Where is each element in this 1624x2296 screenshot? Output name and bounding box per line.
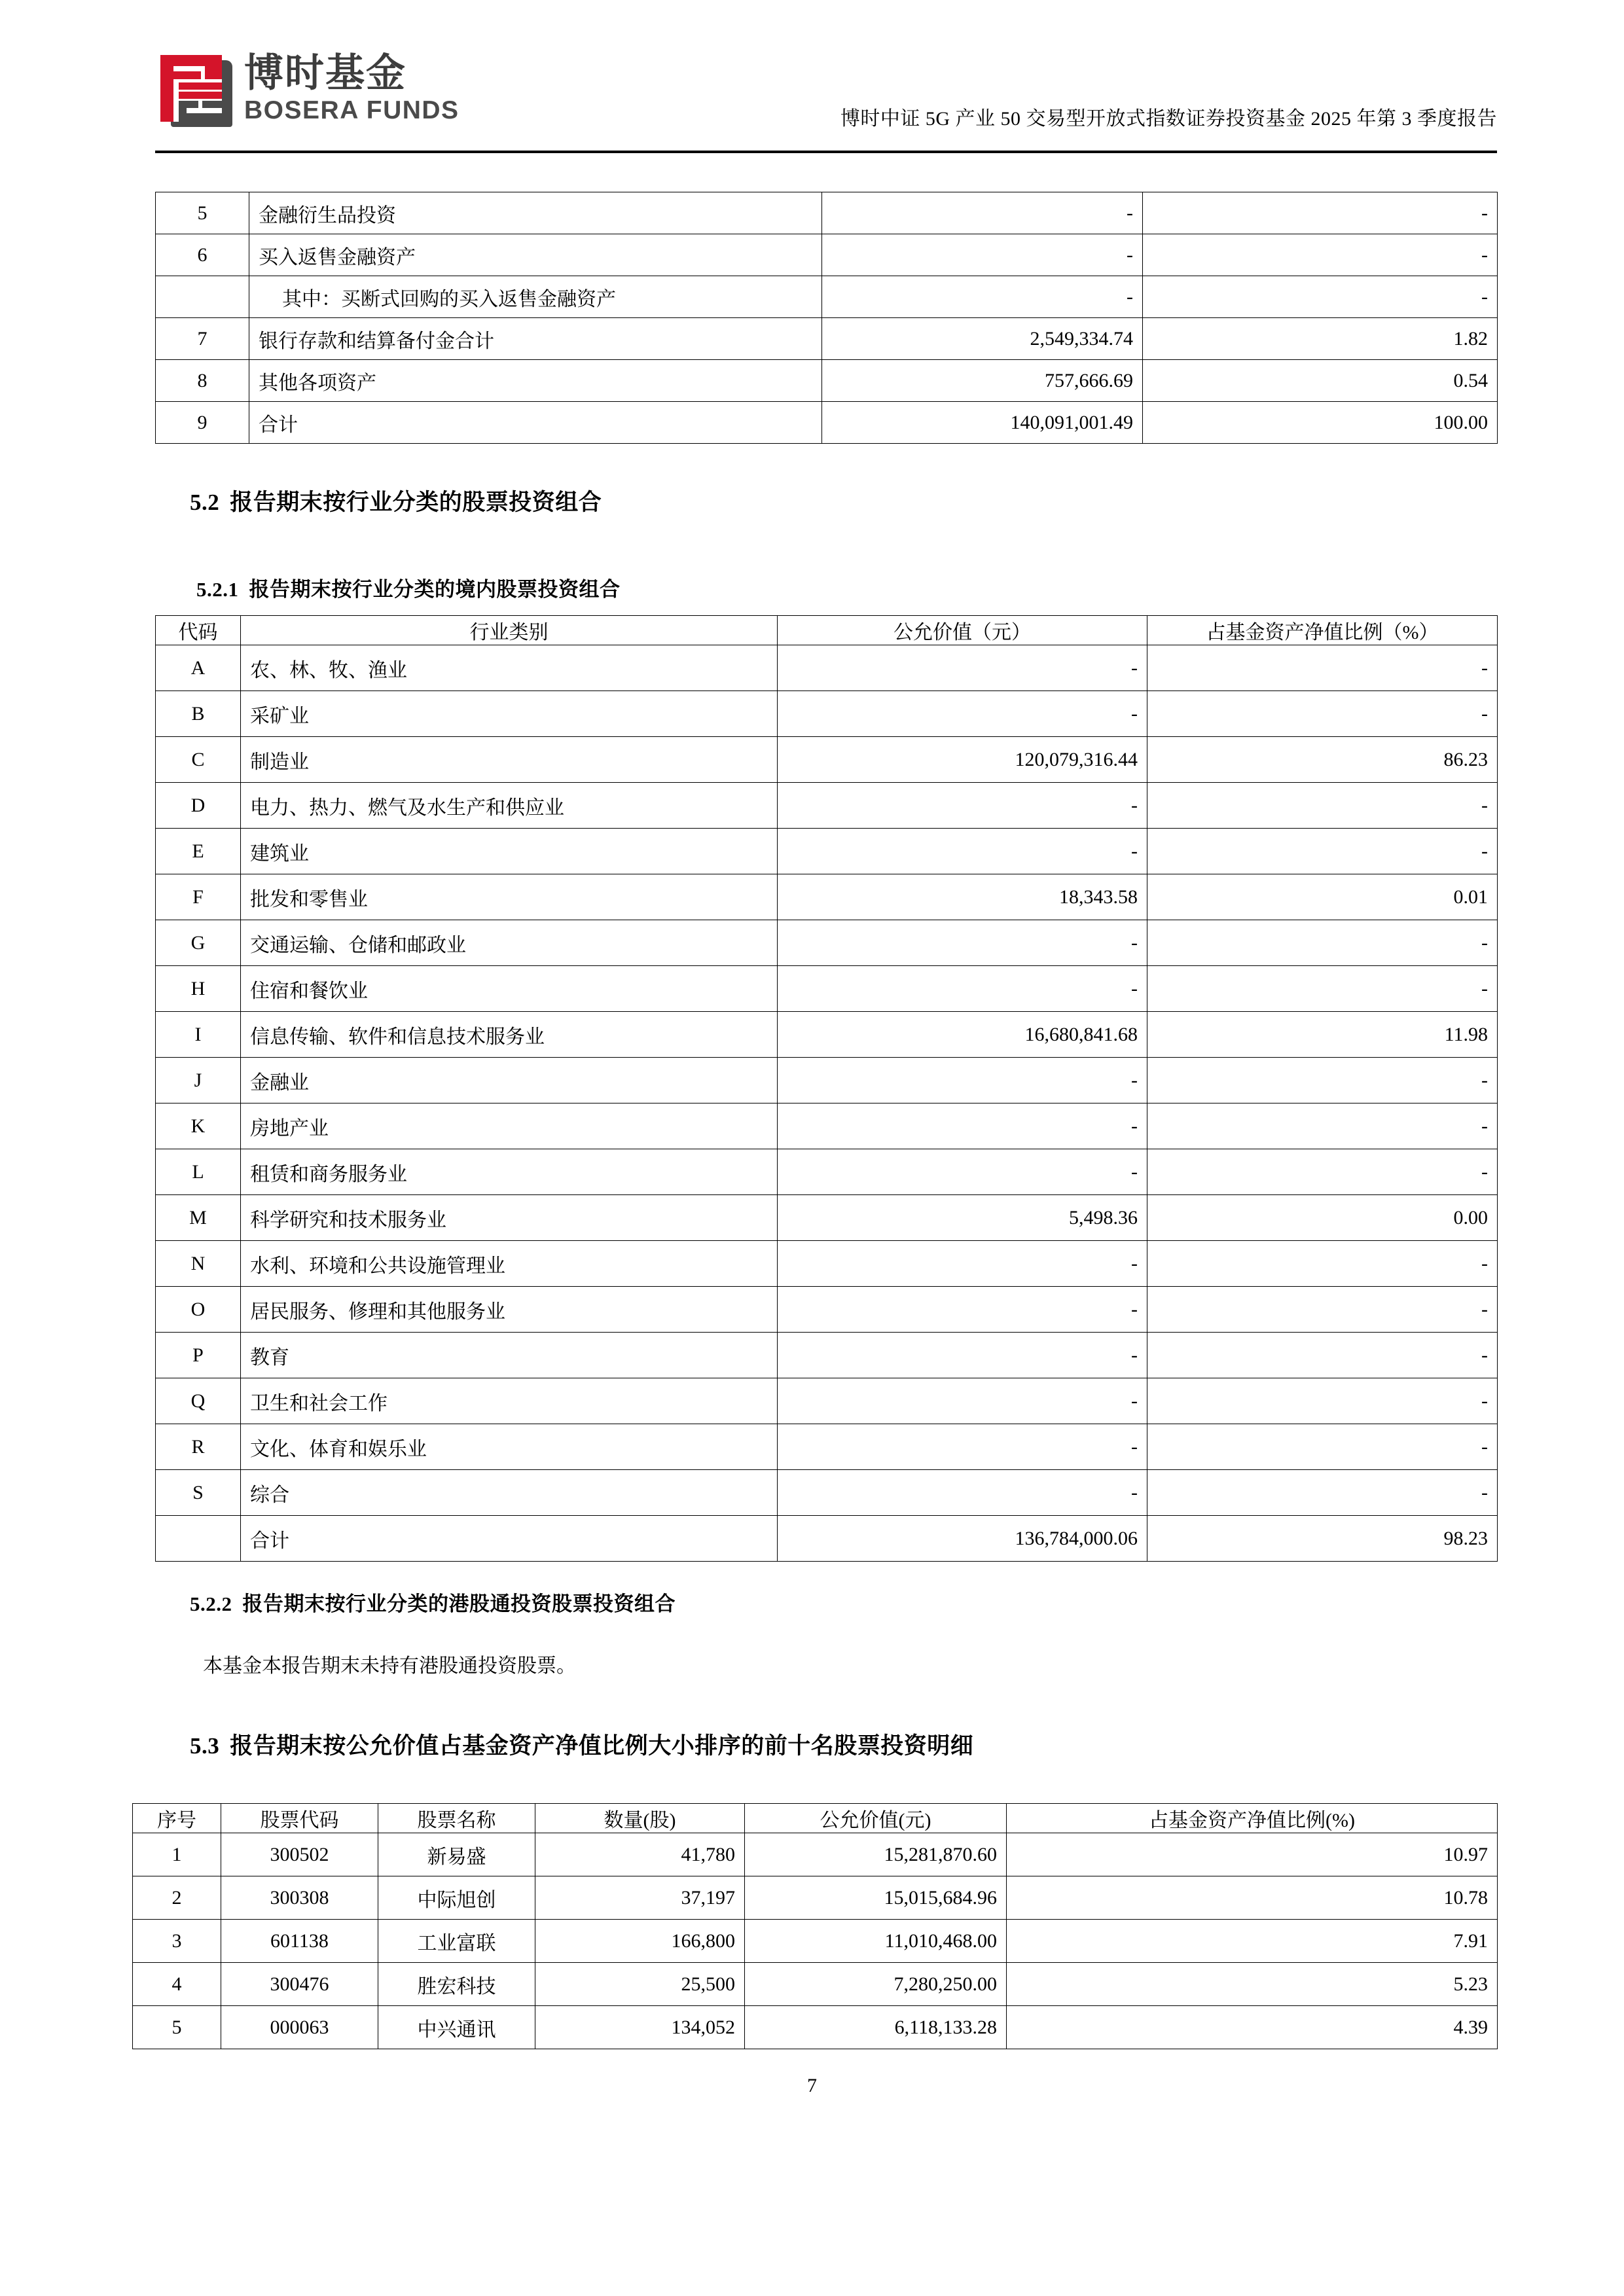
industry-fair-value: - xyxy=(778,783,1147,829)
industry-name: 居民服务、修理和其他服务业 xyxy=(241,1287,778,1333)
industry-fair-value: 120,079,316.44 xyxy=(778,737,1147,783)
asset-row-value: - xyxy=(822,192,1143,234)
asset-row-value: 757,666.69 xyxy=(822,360,1143,402)
table-header-row xyxy=(133,1804,1498,1833)
table-row xyxy=(156,192,1498,234)
industry-fair-value: - xyxy=(778,1333,1147,1378)
header-divider xyxy=(155,151,1497,153)
section-heading-5-2-2 xyxy=(190,1587,676,1617)
stock-fair-value: 15,281,870.60 xyxy=(745,1833,1007,1876)
asset-row-number: 7 xyxy=(156,318,249,360)
section-heading-5-3 xyxy=(190,1728,973,1761)
table-row xyxy=(156,1149,1498,1195)
asset-row-name: 金融衍生品投资 xyxy=(249,192,822,234)
table-row xyxy=(133,2006,1498,2049)
industry-nav-pct: - xyxy=(1147,645,1498,691)
top-stock-holdings-table xyxy=(132,1803,1498,2049)
report-header-title: 博时中证 5G 产业 50 交易型开放式指数证券投资基金 2025 年第 3 季度报告 xyxy=(840,108,1497,130)
industry-fair-value: - xyxy=(778,645,1147,691)
industry-nav-pct: - xyxy=(1147,1149,1498,1195)
stock-quantity: 25,500 xyxy=(535,1963,745,2006)
industry-code: J xyxy=(156,1058,241,1103)
table-row xyxy=(156,1333,1498,1378)
table-row xyxy=(156,1012,1498,1058)
industry-name: 信息传输、软件和信息技术服务业 xyxy=(241,1012,778,1058)
industry-nav-pct: 11.98 xyxy=(1147,1012,1498,1058)
asset-row-pct: - xyxy=(1143,192,1498,234)
table-row xyxy=(133,1963,1498,2006)
industry-name: 水利、环境和公共设施管理业 xyxy=(241,1241,778,1287)
section-heading-5-2-1 xyxy=(196,573,621,602)
stock-fair-value: 7,280,250.00 xyxy=(745,1963,1007,2006)
table-row xyxy=(156,360,1498,402)
industry-nav-pct: - xyxy=(1147,691,1498,737)
stock-code: 000063 xyxy=(221,2006,378,2049)
stock-quantity: 37,197 xyxy=(535,1876,745,1920)
stock-col-header: 序号 xyxy=(133,1804,221,1833)
asset-row-name: 合计 xyxy=(249,402,822,444)
asset-row-number: 8 xyxy=(156,360,249,402)
industry-name: 采矿业 xyxy=(241,691,778,737)
bosera-logo xyxy=(155,50,460,127)
page-header xyxy=(155,39,1497,154)
industry-fair-value: - xyxy=(778,1424,1147,1470)
asset-row-name: 买入返售金融资产 xyxy=(249,234,822,276)
table-row xyxy=(156,1470,1498,1516)
industry-code: S xyxy=(156,1470,241,1516)
industry-code: F xyxy=(156,874,241,920)
industry-code: M xyxy=(156,1195,241,1241)
industry-nav-pct: - xyxy=(1147,1470,1498,1516)
stock-nav-pct: 5.23 xyxy=(1007,1963,1498,2006)
table-row xyxy=(133,1876,1498,1920)
stock-col-header: 股票代码 xyxy=(221,1804,378,1833)
stock-fair-value: 6,118,133.28 xyxy=(745,2006,1007,2049)
stock-serial-number: 3 xyxy=(133,1920,221,1963)
stock-code: 601138 xyxy=(221,1920,378,1963)
industry-fair-value: 18,343.58 xyxy=(778,874,1147,920)
industry-nav-pct: - xyxy=(1147,920,1498,966)
section-5-2-2-paragraph: 本基金本报告期末未持有港股通投资股票。 xyxy=(203,1655,576,1677)
industry-nav-pct: - xyxy=(1147,1333,1498,1378)
table-header-row xyxy=(156,616,1498,645)
industry-name: 教育 xyxy=(241,1333,778,1378)
industry-fair-value: - xyxy=(778,691,1147,737)
section-number-5-3: 5.3 xyxy=(190,1733,220,1759)
asset-row-value: 140,091,001.49 xyxy=(822,402,1143,444)
industry-nav-pct: - xyxy=(1147,1103,1498,1149)
asset-row-pct: - xyxy=(1143,276,1498,318)
asset-row-value: - xyxy=(822,234,1143,276)
table-row xyxy=(156,1287,1498,1333)
industry-name: 住宿和餐饮业 xyxy=(241,966,778,1012)
asset-row-name: 银行存款和结算备付金合计 xyxy=(249,318,822,360)
industry-fair-value: 136,784,000.06 xyxy=(778,1516,1147,1562)
bosera-logo-mark-icon xyxy=(155,50,232,127)
industry-code: B xyxy=(156,691,241,737)
industry-name: 交通运输、仓储和邮政业 xyxy=(241,920,778,966)
asset-row-name: 其中：买断式回购的买入返售金融资产 xyxy=(249,276,822,318)
table-row xyxy=(156,829,1498,874)
industry-name: 金融业 xyxy=(241,1058,778,1103)
asset-row-name: 其他各项资产 xyxy=(249,360,822,402)
industry-code: I xyxy=(156,1012,241,1058)
industry-nav-pct: 0.01 xyxy=(1147,874,1498,920)
industry-code: Q xyxy=(156,1378,241,1424)
industry-name: 制造业 xyxy=(241,737,778,783)
asset-row-pct: 0.54 xyxy=(1143,360,1498,402)
table-row xyxy=(156,1195,1498,1241)
stock-col-header: 数量(股) xyxy=(535,1804,745,1833)
stock-nav-pct: 10.97 xyxy=(1007,1833,1498,1876)
table-row xyxy=(133,1833,1498,1876)
industry-code: R xyxy=(156,1424,241,1470)
asset-row-value: 2,549,334.74 xyxy=(822,318,1143,360)
table-row xyxy=(156,1241,1498,1287)
industry-fair-value: - xyxy=(778,829,1147,874)
industry-nav-pct: - xyxy=(1147,966,1498,1012)
asset-row-pct: 100.00 xyxy=(1143,402,1498,444)
industry-name: 租赁和商务服务业 xyxy=(241,1149,778,1195)
table-row xyxy=(156,783,1498,829)
table-row xyxy=(156,1058,1498,1103)
industry-col-header: 代码 xyxy=(156,616,241,645)
industry-code xyxy=(156,1516,241,1562)
industry-nav-pct: - xyxy=(1147,1424,1498,1470)
stock-code: 300476 xyxy=(221,1963,378,2006)
industry-fair-value: - xyxy=(778,920,1147,966)
industry-fair-value: - xyxy=(778,966,1147,1012)
industry-code: H xyxy=(156,966,241,1012)
section-title-5-2-2: 报告期末按行业分类的港股通投资股票投资组合 xyxy=(242,1592,676,1616)
table-row xyxy=(156,1516,1498,1562)
asset-row-number: 6 xyxy=(156,234,249,276)
stock-serial-number: 2 xyxy=(133,1876,221,1920)
section-heading-5-2 xyxy=(190,484,602,517)
industry-name: 电力、热力、燃气及水生产和供应业 xyxy=(241,783,778,829)
stock-fair-value: 15,015,684.96 xyxy=(745,1876,1007,1920)
stock-name: 胜宏科技 xyxy=(378,1963,535,2006)
table-row xyxy=(156,234,1498,276)
industry-name: 文化、体育和娱乐业 xyxy=(241,1424,778,1470)
industry-nav-pct: 86.23 xyxy=(1147,737,1498,783)
stock-fair-value: 11,010,468.00 xyxy=(745,1920,1007,1963)
stock-serial-number: 4 xyxy=(133,1963,221,2006)
industry-fair-value: 16,680,841.68 xyxy=(778,1012,1147,1058)
stock-serial-number: 1 xyxy=(133,1833,221,1876)
stock-code: 300308 xyxy=(221,1876,378,1920)
asset-row-pct: 1.82 xyxy=(1143,318,1498,360)
stock-col-header: 股票名称 xyxy=(378,1804,535,1833)
stock-quantity: 166,800 xyxy=(535,1920,745,1963)
section-number-5-2: 5.2 xyxy=(190,490,220,515)
industry-fair-value: - xyxy=(778,1149,1147,1195)
industry-nav-pct: 98.23 xyxy=(1147,1516,1498,1562)
industry-code: L xyxy=(156,1149,241,1195)
stock-name: 中兴通讯 xyxy=(378,2006,535,2049)
section-title-5-2-1: 报告期末按行业分类的境内股票投资组合 xyxy=(249,578,621,601)
industry-nav-pct: - xyxy=(1147,1241,1498,1287)
industry-code: O xyxy=(156,1287,241,1333)
industry-fair-value: - xyxy=(778,1378,1147,1424)
stock-quantity: 134,052 xyxy=(535,2006,745,2049)
stock-nav-pct: 4.39 xyxy=(1007,2006,1498,2049)
stock-nav-pct: 7.91 xyxy=(1007,1920,1498,1963)
section-title-5-2: 报告期末按行业分类的股票投资组合 xyxy=(230,490,602,516)
industry-name: 卫生和社会工作 xyxy=(241,1378,778,1424)
industry-name: 综合 xyxy=(241,1470,778,1516)
industry-nav-pct: - xyxy=(1147,1378,1498,1424)
stock-name: 新易盛 xyxy=(378,1833,535,1876)
industry-nav-pct: - xyxy=(1147,783,1498,829)
industry-code: A xyxy=(156,645,241,691)
industry-name: 科学研究和技术服务业 xyxy=(241,1195,778,1241)
asset-row-number xyxy=(156,276,249,318)
industry-fair-value: - xyxy=(778,1058,1147,1103)
table-row xyxy=(156,645,1498,691)
industry-col-header: 占基金资产净值比例（%） xyxy=(1147,616,1498,645)
table-row xyxy=(156,1378,1498,1424)
industry-name: 合计 xyxy=(241,1516,778,1562)
table-row xyxy=(156,691,1498,737)
stock-nav-pct: 10.78 xyxy=(1007,1876,1498,1920)
asset-row-pct: - xyxy=(1143,234,1498,276)
logo-english-name: BOSERA FUNDS xyxy=(244,96,460,124)
industry-fair-value: - xyxy=(778,1241,1147,1287)
logo-chinese-name: 博时基金 xyxy=(244,50,406,96)
page-number: 7 xyxy=(807,2075,817,2096)
table-row xyxy=(156,318,1498,360)
industry-nav-pct: 0.00 xyxy=(1147,1195,1498,1241)
table-row xyxy=(133,1920,1498,1963)
asset-row-value: - xyxy=(822,276,1143,318)
table-row xyxy=(156,966,1498,1012)
industry-nav-pct: - xyxy=(1147,1058,1498,1103)
table-row xyxy=(156,1424,1498,1470)
industry-nav-pct: - xyxy=(1147,829,1498,874)
asset-row-number: 5 xyxy=(156,192,249,234)
table-row xyxy=(156,402,1498,444)
industry-fair-value: 5,498.36 xyxy=(778,1195,1147,1241)
industry-name: 建筑业 xyxy=(241,829,778,874)
industry-name: 房地产业 xyxy=(241,1103,778,1149)
section-number-5-2-1: 5.2.1 xyxy=(196,578,239,601)
stock-col-header: 公允价值(元) xyxy=(745,1804,1007,1833)
industry-code: E xyxy=(156,829,241,874)
table-row xyxy=(156,737,1498,783)
stock-quantity: 41,780 xyxy=(535,1833,745,1876)
industry-fair-value: - xyxy=(778,1103,1147,1149)
asset-composition-table xyxy=(155,192,1498,444)
stock-code: 300502 xyxy=(221,1833,378,1876)
stock-name: 中际旭创 xyxy=(378,1876,535,1920)
industry-col-header: 公允价值（元） xyxy=(778,616,1147,645)
industry-code: P xyxy=(156,1333,241,1378)
industry-code: G xyxy=(156,920,241,966)
industry-col-header: 行业类别 xyxy=(241,616,778,645)
stock-col-header: 占基金资产净值比例(%) xyxy=(1007,1804,1498,1833)
stock-name: 工业富联 xyxy=(378,1920,535,1963)
industry-nav-pct: - xyxy=(1147,1287,1498,1333)
industry-portfolio-table xyxy=(155,615,1498,1562)
table-row xyxy=(156,920,1498,966)
section-title-5-3: 报告期末按公允价值占基金资产净值比例大小排序的前十名股票投资明细 xyxy=(230,1733,974,1759)
table-row xyxy=(156,276,1498,318)
industry-code: N xyxy=(156,1241,241,1287)
table-row xyxy=(156,1103,1498,1149)
industry-fair-value: - xyxy=(778,1287,1147,1333)
asset-row-number: 9 xyxy=(156,402,249,444)
industry-name: 农、林、牧、渔业 xyxy=(241,645,778,691)
section-number-5-2-2: 5.2.2 xyxy=(190,1592,232,1615)
stock-serial-number: 5 xyxy=(133,2006,221,2049)
industry-code: D xyxy=(156,783,241,829)
industry-code: C xyxy=(156,737,241,783)
industry-fair-value: - xyxy=(778,1470,1147,1516)
industry-name: 批发和零售业 xyxy=(241,874,778,920)
industry-code: K xyxy=(156,1103,241,1149)
table-row xyxy=(156,874,1498,920)
